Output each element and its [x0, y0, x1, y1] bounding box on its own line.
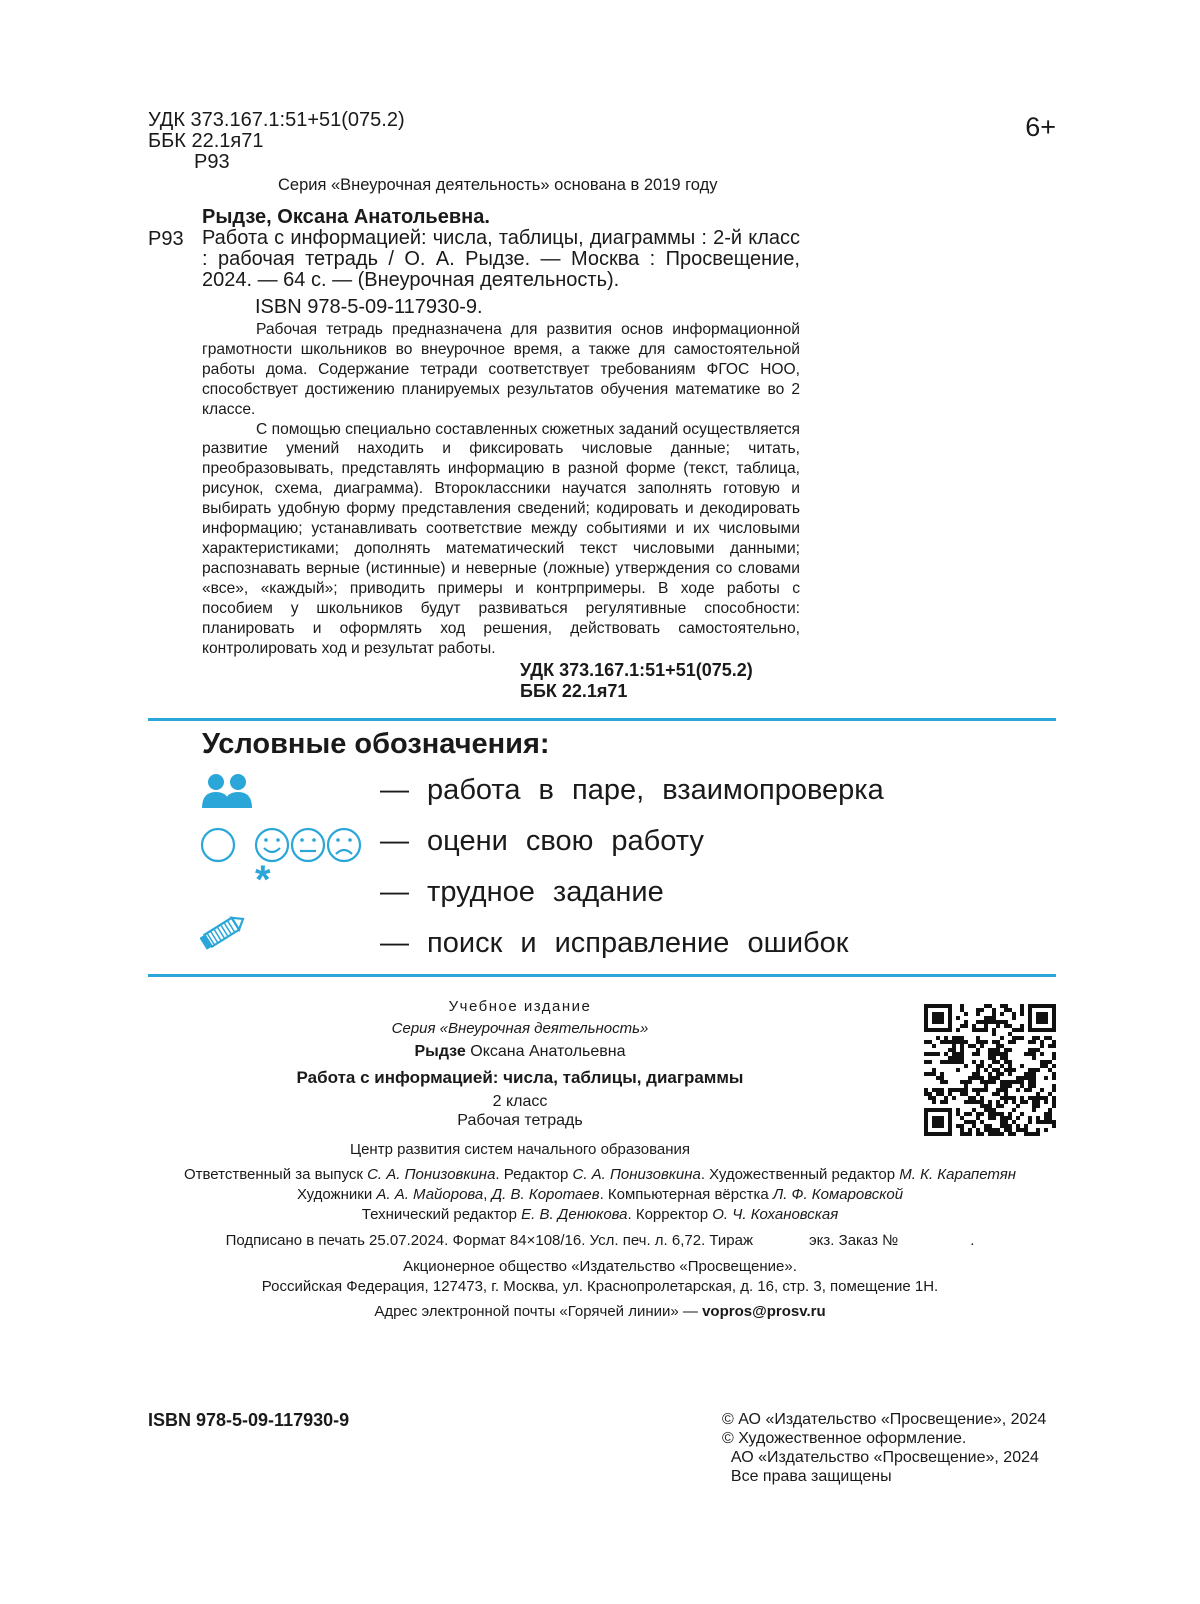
- author-mark: Р93: [194, 151, 230, 173]
- edition-type: Учебное издание: [448, 998, 592, 1015]
- bib-author: Рыдзе, Оксана Анатольевна.: [202, 206, 490, 228]
- annotation-paragraph: С помощью специально составленных сюжетных заданий осуществляется развитие умений находить и фиксировать числовые данные; читать, преобразовывать, представлять информацию в разной форме (текст, таблица, рисунок, схема, диаграмма). Второклассники научатся заполнять готовую и выбирать удобную форму представления сведений; кодировать и декодировать информацию; устанавливать соответствие между событиями и их числовыми характеристиками; дополнять математический текст числовыми данными; распознавать верные (истинные) и неверные (ложные) утверждения со словами «все», «каждый»; приводить примеры и контрпримеры. В ходе работы с пособием у школьников будут развиваться регулятивные способности: планировать и оформлять ход решения, действовать самостоятельно, контролировать ход и результат работы.: [202, 420, 800, 657]
- staff-name: Е. В. Денюкова: [521, 1206, 628, 1223]
- print-info-order: экз. Заказ №: [809, 1232, 899, 1249]
- imprint-author-last: Рыдзе: [414, 1043, 466, 1060]
- email-label: Адрес электронной почты «Горячей линии» —: [374, 1303, 703, 1320]
- staff-role: . Художественный редактор: [700, 1166, 900, 1183]
- bbk-code: ББК 22.1я71: [148, 130, 264, 152]
- staff-role: Технический редактор: [361, 1206, 522, 1223]
- staff-role: . Компьютерная вёрстка: [599, 1186, 773, 1203]
- staff-name: О. Ч. Кохановская: [712, 1206, 839, 1223]
- staff-name: А. А. Майорова: [376, 1186, 484, 1203]
- legend-title: Условные обозначения:: [202, 728, 550, 760]
- imprint-author-rest: Оксана Анатольевна: [465, 1043, 626, 1060]
- classification-block-top: [148, 110, 405, 173]
- copyright-line: © АО «Издательство «Просвещение», 2024: [722, 1411, 1047, 1428]
- qr-code: [924, 1004, 1056, 1136]
- age-rating: 6+: [1025, 112, 1056, 142]
- bib-author-mark: Р93: [148, 228, 184, 250]
- staff-name: С. А. Понизовкина: [572, 1166, 701, 1183]
- imprint-center: Центр развития систем начального образования: [349, 1141, 690, 1158]
- print-info-main: Подписано в печать 25.07.2024. Формат 84×108/16. Усл. печ. л. 6,72. Тираж: [225, 1232, 754, 1249]
- classification-block-bottom: [520, 660, 753, 702]
- staff-role: ,: [483, 1186, 492, 1203]
- bib-entry: Работа с информацией: числа, таблицы, диаграммы : 2-й класс : рабочая тетрадь / О. А. Рыдзе. — Москва : Просвещение, 2024. — 64 с. — (Внеурочная деятельность).: [202, 227, 800, 291]
- annotation-paragraph: Рабочая тетрадь предназначена для развития основ информационной грамотности школьников во внеурочное время, а также для самостоятельной работы дома. Содержание тетради соответствует требованиям ФГОС НОО, способствует достижению планируемых результатов обучения математике во 2 классе.: [202, 321, 800, 418]
- pencil-icon: [200, 912, 248, 952]
- pair-work-icon: [202, 772, 254, 812]
- imprint-author: [0, 1043, 1040, 1061]
- staff-role: Художники: [296, 1186, 377, 1203]
- copyright-line: АО «Издательство «Просвещение», 2024: [722, 1449, 1039, 1466]
- bbk-code-bottom: ББК 22.1я71: [520, 681, 628, 701]
- bib-isbn: ISBN 978-5-09-117930-9.: [255, 296, 483, 318]
- copyright-line: Все права защищены: [722, 1468, 892, 1485]
- print-info: [0, 1232, 1200, 1249]
- imprint-book-type: Рабочая тетрадь: [457, 1112, 583, 1129]
- staff-name: Д. В. Коротаев: [491, 1186, 600, 1203]
- copyright-line: © Художественное оформление.: [722, 1430, 967, 1447]
- publisher-address: Российская Федерация, 127473, г. Москва, ул. Краснопролетарская, д. 16, стр. 3, помещение 1Н.: [261, 1278, 939, 1295]
- staff-line: [0, 1206, 1200, 1223]
- staff-role: . Корректор: [627, 1206, 713, 1223]
- footer-isbn: ISBN 978-5-09-117930-9: [148, 1410, 350, 1430]
- divider-top: [148, 718, 1056, 721]
- legend-item-difficult: — трудное задание: [380, 876, 664, 908]
- asterisk-icon: *: [255, 858, 271, 902]
- udk-code: УДК 373.167.1:51+51(075.2): [148, 109, 405, 131]
- imprint-grade: 2 класс: [492, 1093, 548, 1110]
- hotline-email: [0, 1303, 1200, 1320]
- legend-item-self-assessment: — оцени свою работу: [380, 825, 704, 857]
- legend-item-error-search: — поиск и исправление ошибок: [380, 927, 849, 959]
- staff-role: . Редактор: [495, 1166, 573, 1183]
- series-note: Серия «Внеурочная деятельность» основана в 2019 году: [278, 176, 718, 194]
- imprint-series: Серия «Внеурочная деятельность»: [391, 1020, 649, 1037]
- staff-name: М. К. Карапетян: [899, 1166, 1017, 1183]
- copyright-block: [722, 1410, 1046, 1486]
- udk-code-bottom: УДК 373.167.1:51+51(075.2): [520, 660, 753, 680]
- annotation: [202, 320, 800, 658]
- divider-bottom: [148, 974, 1056, 977]
- staff-name: Л. Ф. Комаровской: [772, 1186, 904, 1203]
- print-info-end: .: [970, 1232, 975, 1249]
- staff-role: Ответственный за выпуск: [183, 1166, 368, 1183]
- staff-line: [0, 1186, 1200, 1203]
- publisher: Акционерное общество «Издательство «Просвещение».: [403, 1258, 797, 1275]
- staff-line: [0, 1166, 1200, 1183]
- self-assessment-icons: [200, 826, 366, 864]
- legend-item-pair-work: — работа в паре, взаимопроверка: [380, 774, 884, 806]
- email-link[interactable]: vopros@prosv.ru: [702, 1303, 826, 1320]
- imprint-title: Работа с информацией: числа, таблицы, диаграммы: [296, 1068, 744, 1087]
- staff-name: С. А. Понизовкина: [367, 1166, 496, 1183]
